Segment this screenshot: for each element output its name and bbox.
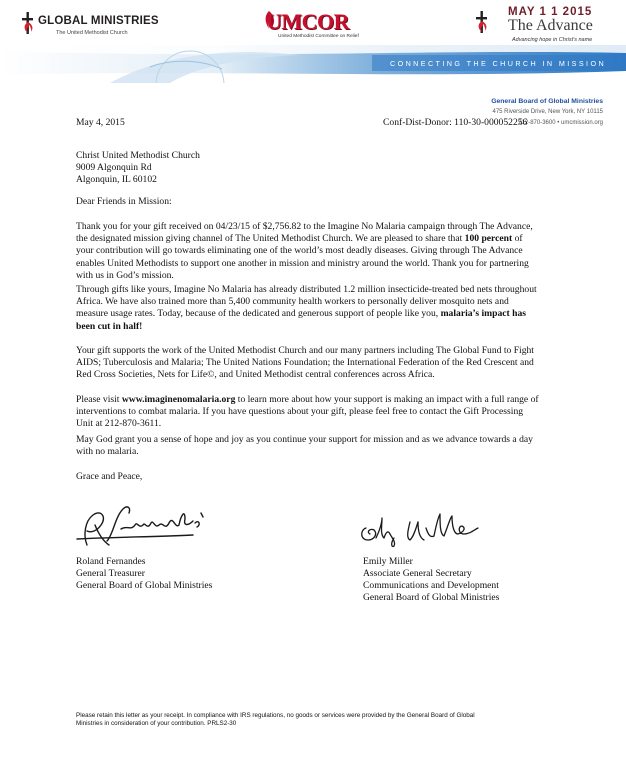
text-line: Thank you for your gift received on 04/23/15 of $2,756.82 to the Imagine No Malaria campaign through The Advance, xyxy=(76,221,533,232)
signer-roland-fernandes xyxy=(76,556,212,592)
signer-org: General Board of Global Ministries xyxy=(363,592,500,603)
org-address: 475 Riverside Drive, New York, NY 10115 xyxy=(492,109,603,115)
bold-text: 100 percent xyxy=(464,233,513,245)
text-line: with no malaria. xyxy=(76,446,139,458)
text-line xyxy=(76,308,562,320)
text-line: Red Cross Societies, Nets for Life©, and United Methodist central conferences across Africa. xyxy=(76,369,435,381)
signer-org: General Board of Global Ministries xyxy=(76,580,213,591)
mission-banner xyxy=(0,45,626,83)
text-span: the designated mission giving channel of The United Methodist Church. We are pleased to share that xyxy=(76,233,465,245)
paragraph-partners xyxy=(76,345,562,382)
text-line: Africa. We have also trained more than 5,400 community health workers to personally deliver mosquito nets and xyxy=(76,296,509,308)
addressee-line: Christ United Methodist Church xyxy=(76,150,200,161)
org-phone-web: 212-870-3600 • umcmission.org xyxy=(518,120,603,126)
signer-name: Emily Miller xyxy=(363,556,413,567)
global-ministries-subtitle: The United Methodist Church xyxy=(56,30,128,36)
banner-tagline: CONNECTING THE CHURCH IN MISSION xyxy=(390,59,607,68)
text-line: your contribution will go towards eliminating one of the world’s most deadly diseases. Giving through The Advance xyxy=(76,245,523,257)
text-line: Unit at 212-870-3611. xyxy=(76,418,162,430)
cross-flame-icon xyxy=(476,11,488,33)
addressee xyxy=(76,150,200,186)
text-line: Through gifts like yours, Imagine No Malaria has already distributed 1.2 million insecticide-treated bed nets throughout xyxy=(76,284,537,295)
closing: Grace and Peace, xyxy=(76,471,143,482)
org-name: General Board of Global Ministries xyxy=(491,98,603,105)
conf-dist-donor: Conf-Dist-Donor: 110-30-000052256 xyxy=(383,117,528,128)
footer-line: Please retain this letter as your receipt. In compliance with IRS regulations, no goods or services were provided by the General Board of Global xyxy=(76,712,475,719)
text-line: AIDS; Tuberculosis and Malaria; The United Nations Foundation; the International Federation of the Red Crescent and xyxy=(76,357,534,369)
receipt-footer xyxy=(76,712,566,728)
paragraph-blessing xyxy=(76,434,562,458)
global-ministries-name: GLOBAL MINISTRIES xyxy=(38,15,159,27)
advance-name: The Advance xyxy=(508,17,593,34)
cross-flame-icon xyxy=(22,12,34,34)
global-ministries-logo xyxy=(22,12,159,44)
text-line xyxy=(76,321,562,333)
advance-logo xyxy=(472,6,622,46)
signer-name: Roland Fernandes xyxy=(76,556,146,567)
addressee-line: 9009 Algonquin Rd xyxy=(76,162,152,173)
text-line: Your gift supports the work of the United Methodist Church and our many partners including The Global Fund to Fight xyxy=(76,345,534,356)
website-link: www.imaginenomalaria.org xyxy=(121,394,236,405)
greeting: Dear Friends in Mission: xyxy=(76,196,172,207)
addressee-line: Algonquin, IL 60102 xyxy=(76,174,157,185)
signer-dept: Communications and Development xyxy=(363,580,499,591)
text-line: enables United Methodists to support one another in mission and ministry around the world. Thank you for partnering xyxy=(76,257,529,269)
text-span: measure usage rates. Today, because of the dedicated and generous support of people like you, xyxy=(76,308,441,320)
text-line: with us in God’s mission. xyxy=(76,269,174,281)
paragraph-thank-you xyxy=(76,221,562,282)
signer-emily-miller xyxy=(363,556,499,604)
signer-title: Associate General Secretary xyxy=(363,568,472,579)
received-date-stamp: MAY 1 1 2015 xyxy=(508,6,593,18)
footer-line: Ministries in consideration of your contribution. PRLS2-30 xyxy=(76,720,237,727)
advance-tagline: Advancing hope in Christ's name xyxy=(512,37,593,43)
paragraph-impact xyxy=(76,284,562,333)
text-line xyxy=(76,394,562,406)
bold-text: been cut in half! xyxy=(76,320,143,332)
signer-title: General Treasurer xyxy=(76,568,145,579)
text-line: interventions to combat malaria. If you have questions about your gift, please feel free to contact the Gift Processing xyxy=(76,406,524,418)
paragraph-website xyxy=(76,394,562,431)
letter-date: May 4, 2015 xyxy=(76,117,125,128)
bold-text: malaria’s impact has xyxy=(440,308,527,320)
text-line xyxy=(76,233,562,245)
umcor-logo xyxy=(254,10,384,46)
text-span: of xyxy=(512,233,523,245)
umcor-subtitle: United Methodist Committee on Relief xyxy=(278,34,359,39)
signature-roland-fernandes xyxy=(73,495,223,553)
umcor-name: UMCOR xyxy=(266,9,350,34)
text-line: May God grant you a sense of hope and joy as you continue your support for mission and as we advance towards a day xyxy=(76,434,533,445)
signature-emily-miller xyxy=(356,508,496,548)
text-span: to learn more about how your support is making an impact with a full range of xyxy=(235,394,539,405)
text-span: Please visit xyxy=(76,394,122,405)
